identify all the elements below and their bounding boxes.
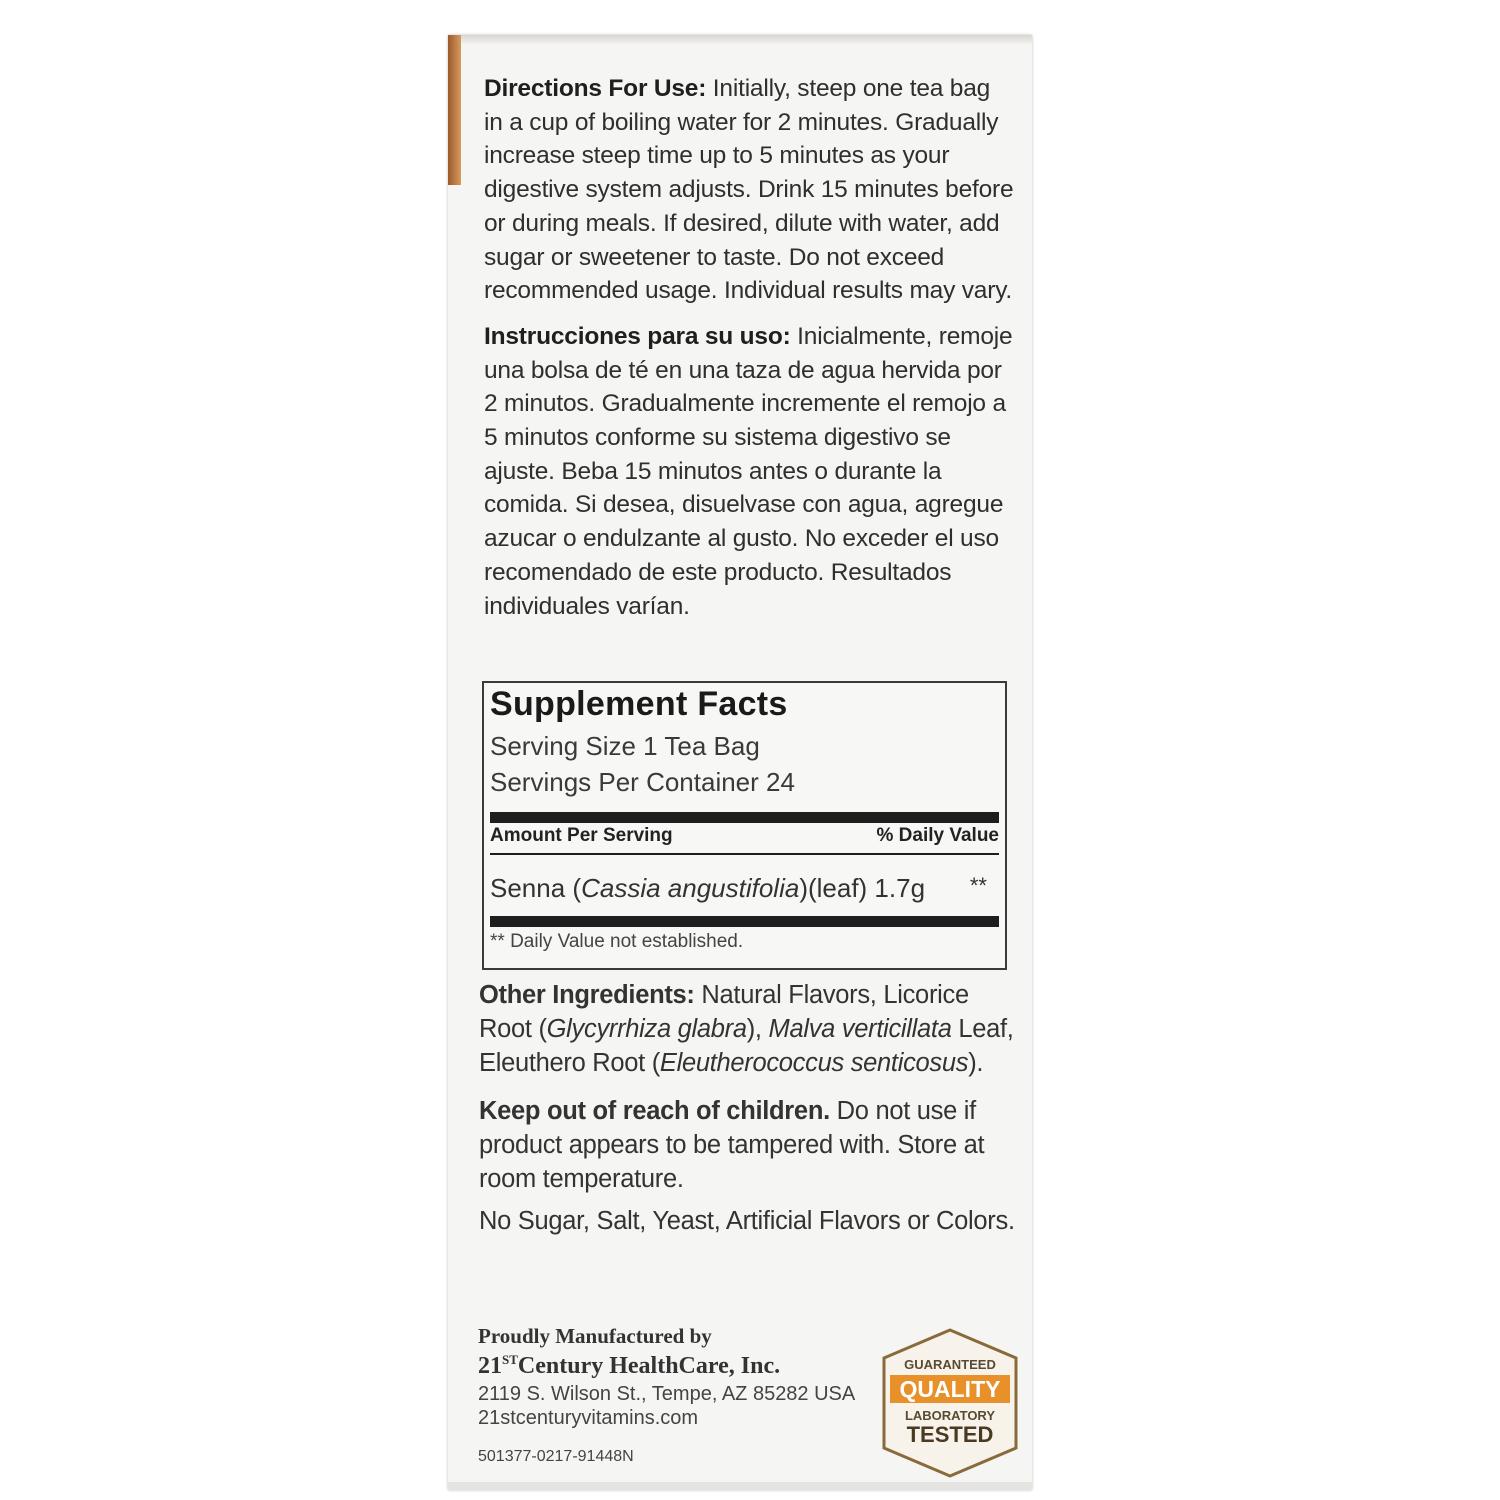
supplement-facts-panel [482,681,1007,970]
facts-thin-divider [490,853,999,855]
manufacturer-name [478,1352,855,1380]
other-latin-3: Eleutherococcus senticosus [659,1049,969,1077]
daily-value-header: % Daily Value [876,825,999,846]
product-code: 501377-0217-91448N [478,1448,634,1465]
other-text-3: Leaf, Eleuthero Root ( [479,1015,1014,1077]
warning-heading: Keep out of reach of children. [479,1097,830,1125]
manufacturer-name-prefix: 21 [478,1353,502,1379]
warning-paragraph [479,1094,1019,1196]
badge-main-text: QUALITY [899,1376,1001,1402]
ingredient-row [490,873,925,904]
other-text-2: ), [746,1015,769,1043]
facts-title: Supplement Facts [490,685,788,723]
badge-bottom-text: TESTED [906,1422,994,1447]
manufacturer-block [478,1324,855,1430]
ingredient-latin: Cassia angustifolia [581,873,800,903]
directions-section [484,72,1014,623]
instrucciones-text: Inicialmente, remoje una bolsa de té en una taza de agua hervida por 2 minutos. Gradualmente incremente el remojo a 5 minutos conforme su sistema digestivo se ajuste. Beba 15 minutos antes o durante la comida. Si desea, disuelvase con agua, agregue azucar o endulzante al gusto. No exceder el uso recomendado de este producto. Resultados individuales varían. [484,322,1013,620]
other-text-1: Natural Flavors, Licorice Root ( [479,981,969,1043]
other-ingredients [479,978,1019,1080]
manufacturer-address: 2119 S. Wilson St., Tempe, AZ 85282 USA [478,1383,856,1405]
serving-size: Serving Size 1 Tea Bag [490,731,760,761]
badge-top-text: GUARANTEED [904,1357,996,1372]
brand-color-edge [448,35,461,185]
manufactured-by: Proudly Manufactured by [478,1324,712,1348]
facts-footnote: ** Daily Value not established. [490,931,744,952]
other-ingredients-heading: Other Ingredients: [479,981,695,1009]
box-bottom-edge [448,1482,1032,1490]
manufacturer-name-rest: Century HealthCare, Inc. [517,1353,781,1379]
no-sugar-statement: No Sugar, Salt, Yeast, Artificial Flavors or Colors. [479,1207,1015,1235]
directions-paragraph [484,72,1014,308]
lower-text-section [479,978,1019,1238]
facts-bottom-divider [490,916,999,927]
ingredient-name: Senna ( [490,873,582,903]
ingredient-dv: ** [969,873,987,898]
badge-sub-text: LABORATORY [904,1408,996,1423]
directions-heading: Directions For Use: [484,75,707,102]
badge-shape-icon [880,1328,1020,1478]
manufacturer-website: 21stcenturyvitamins.com [478,1407,699,1429]
amount-per-serving-header: Amount Per Serving [490,825,673,846]
box-top-edge [448,35,1032,45]
instrucciones-paragraph [484,320,1014,623]
ingredient-amount: )(leaf) 1.7g [799,873,926,903]
servings-per-container: Servings Per Container 24 [490,767,795,797]
manufacturer-name-sup: ST [502,1352,518,1367]
other-latin-1: Glycyrrhiza glabra [546,1015,747,1043]
warning-text: Do not use if product appears to be tampered with. Store at room temperature. [479,1097,985,1193]
directions-text: Initially, steep one tea bag in a cup of boiling water for 2 minutes. Gradually increase steep time up to 5 minutes as your digestive system adjusts. Drink 15 minutes before or during meals. If desired, dilute with water, add sugar or sweetener to taste. Do not exceed recommended usage. Individual results may vary. [484,75,1014,305]
facts-thick-divider [490,812,999,823]
other-text-4: ). [968,1049,984,1077]
instrucciones-heading: Instrucciones para su uso: [484,322,791,350]
other-latin-2: Malva verticillata [768,1015,952,1043]
quality-tested-badge [880,1328,1020,1478]
